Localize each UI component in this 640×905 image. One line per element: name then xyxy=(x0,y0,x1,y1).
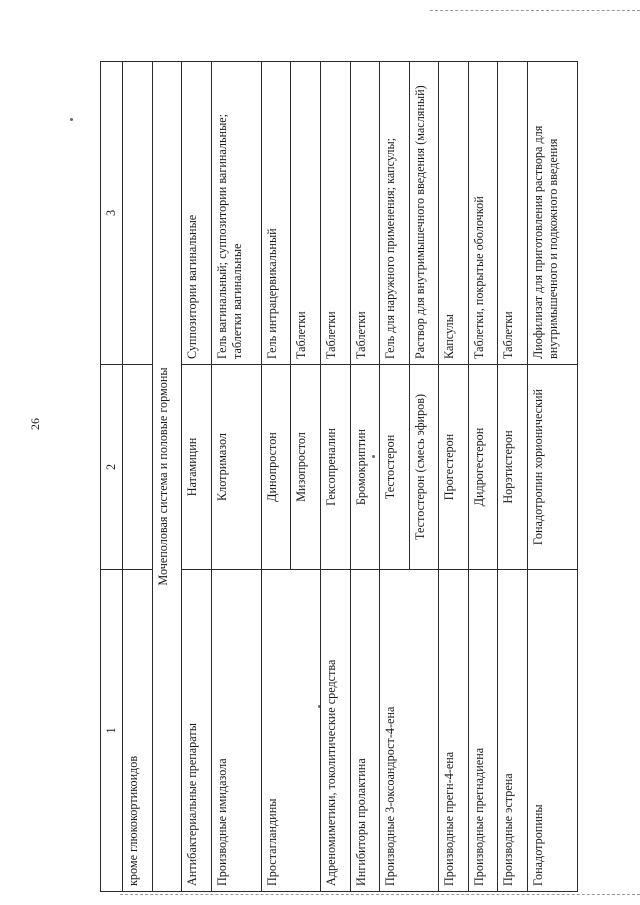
form-cell: Гель интрацервикальный xyxy=(261,62,291,365)
group-cell: Производные эстрена xyxy=(498,570,528,892)
group-cell: Производные имидазола xyxy=(211,570,261,892)
table-row xyxy=(321,62,351,892)
drug-cell: Норэтистерон xyxy=(498,365,528,570)
form-cell: Капсулы xyxy=(439,62,469,365)
drug-cell: Тестостерон (смесь эфиров) xyxy=(409,365,439,570)
drug-cell: Гонадотропин хорионический xyxy=(528,365,578,570)
empty-cell xyxy=(123,365,153,570)
drug-cell: Прогестерон xyxy=(439,365,469,570)
table-row xyxy=(211,62,261,892)
group-cell: Гонадотропины xyxy=(528,570,578,892)
form-cell: Таблетки xyxy=(321,62,351,365)
form-cell: Таблетки xyxy=(498,62,528,365)
continued-cell: кроме глюкокортикоидов xyxy=(123,570,153,892)
drug-cell: Динопростон xyxy=(261,365,291,570)
table-row xyxy=(182,62,212,892)
header-col-1: 1 xyxy=(101,570,123,892)
table-row xyxy=(261,62,291,892)
table-row xyxy=(439,62,469,892)
header-col-2: 2 xyxy=(101,365,123,570)
table-section-row xyxy=(152,62,182,892)
drug-cell: Мизопростол xyxy=(291,365,321,570)
drug-cell: Дидрогестерон xyxy=(468,365,498,570)
group-cell: Производные прегн-4-ена xyxy=(439,570,469,892)
drug-cell: Гексопреналин xyxy=(321,365,351,570)
table-row xyxy=(528,62,578,892)
drug-cell: Натамицин xyxy=(182,365,212,570)
form-cell: Суппозитории вагинальные xyxy=(182,62,212,365)
group-cell: Простагландины xyxy=(261,570,320,892)
table-row-continued xyxy=(123,62,153,892)
table-row xyxy=(498,62,528,892)
form-cell: Гель вагинальный; суппозитории вагинальные; таблетки вагинальные xyxy=(211,62,261,365)
form-cell: Раствор для внутримышечного введения (масляный) xyxy=(409,62,439,365)
form-cell: Таблетки xyxy=(350,62,380,365)
table-frame xyxy=(100,62,580,892)
table-header-row xyxy=(101,62,123,892)
form-cell: Гель для наружного применения; капсулы; xyxy=(380,62,410,365)
group-cell: Адреномиметики, токолитические средства xyxy=(321,570,351,892)
drug-table xyxy=(100,61,578,892)
header-col-3: 3 xyxy=(101,62,123,365)
form-cell: Таблетки, покрытые оболочкой xyxy=(468,62,498,365)
page-number: 26 xyxy=(28,418,42,430)
group-cell: Производные 3-оксоандрост-4-ена xyxy=(380,570,439,892)
drug-cell: Тестостерон xyxy=(380,365,410,570)
section-title: Мочеполовая система и половые гормоны xyxy=(152,62,182,892)
group-cell: Антибактериальные препараты xyxy=(182,570,212,892)
form-cell: Таблетки xyxy=(291,62,321,365)
drug-cell: Клотримазол xyxy=(211,365,261,570)
empty-cell xyxy=(123,62,153,365)
drug-cell: Бромокриптин xyxy=(350,365,380,570)
group-cell: Ингибиторы пролактина xyxy=(350,570,380,892)
table-row xyxy=(380,62,410,892)
form-cell: Лиофилизат для приготовления раствора для внутримышечного и подкожного введения xyxy=(528,62,578,365)
table-row xyxy=(468,62,498,892)
group-cell: Производные прегнадиена xyxy=(468,570,498,892)
table-row xyxy=(350,62,380,892)
